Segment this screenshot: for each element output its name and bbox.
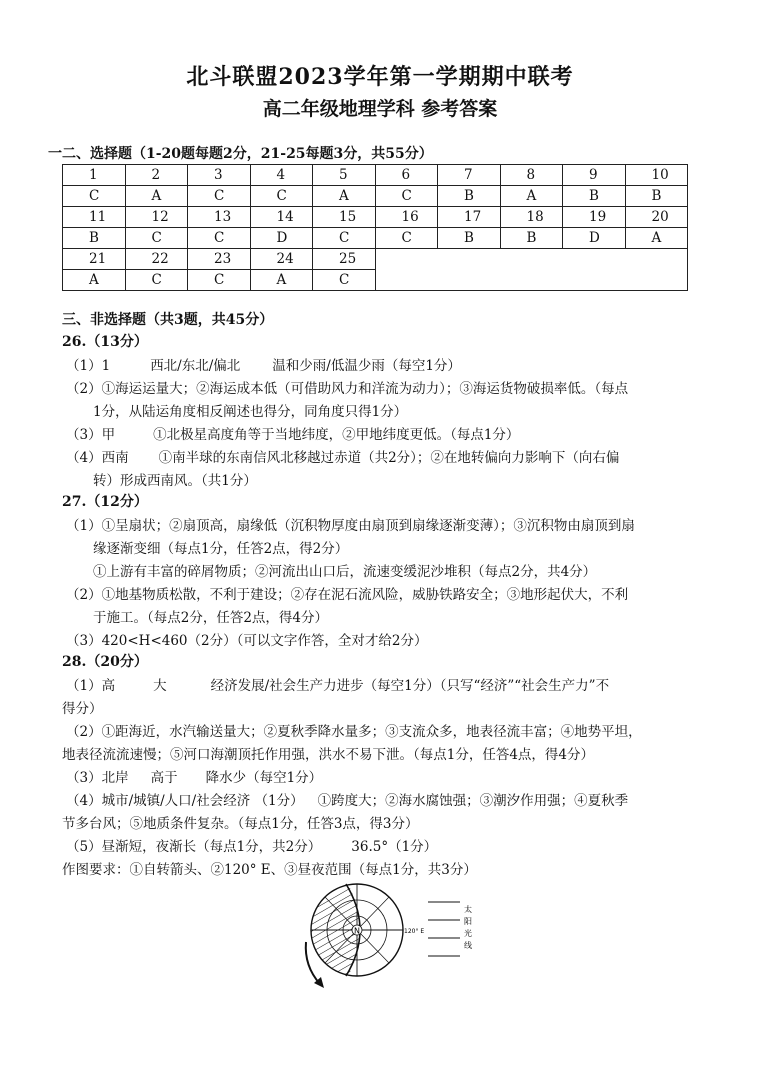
table-cell: 10	[625, 165, 688, 186]
table-cell: 9	[563, 165, 626, 186]
table-cell: C	[313, 228, 376, 249]
sun-label-char: 光	[464, 929, 472, 938]
table-cell: 7	[438, 165, 501, 186]
table-cell: 16	[375, 207, 438, 228]
q28-line2: （2）①距海近，水汽输送量大；②夏秋季降水量多；③支流众多，地表径流丰富；④地势平坦，	[66, 724, 642, 740]
table-row	[63, 165, 688, 186]
q27-line1b: 缘逐渐变细（每点1分，任答2点，得2分）	[93, 541, 349, 557]
q28-line3	[66, 766, 322, 786]
q27-line3: （3）420<H<460（2分）（可以文字作答，全对才给2分）	[66, 633, 428, 649]
q28-4-a: （4）城市/城镇/人口/社会经济 （1分）	[66, 793, 304, 809]
table-cell: B	[438, 186, 501, 207]
table-cell: D	[563, 228, 626, 249]
table-cell: C	[125, 270, 188, 291]
q26-line4	[66, 446, 619, 466]
table-cell: A	[625, 228, 688, 249]
table-cell: 21	[63, 249, 126, 270]
table-cell: 15	[313, 207, 376, 228]
table-cell: 25	[313, 249, 376, 270]
q28-1-a: （1）高	[66, 678, 116, 694]
q26-line2b: 1分，从陆运角度相反阐述也得分，同角度只得1分）	[93, 404, 408, 420]
q27-line1c: ①上游有丰富的碎屑物质；②河流出山口后，流速变缓泥沙堆积（每点2分，共4分）	[93, 564, 597, 580]
q28-line1d: 得分）	[62, 701, 103, 717]
table-cell: 4	[250, 165, 313, 186]
table-row	[63, 249, 688, 270]
table-cell: A	[63, 270, 126, 291]
q28-heading: 28.（20分）	[62, 654, 148, 670]
table-cell: C	[125, 228, 188, 249]
table-cell: A	[250, 270, 313, 291]
q28-line4c: 节多台风；⑤地质条件复杂。（每点1分，任答3点，得3分）	[62, 816, 419, 832]
q28-line2b: 地表径流流速慢；⑤河口海潮顶托作用强，洪水不易下泄。（每点1分，任答4点，得4分）	[62, 747, 595, 763]
table-cell: C	[188, 186, 251, 207]
table-cell: 23	[188, 249, 251, 270]
table-cell: 6	[375, 165, 438, 186]
table-row	[63, 228, 688, 249]
q26-3-b: ①北极星高度角等于当地纬度，②甲地纬度更低。（每点1分）	[153, 427, 520, 443]
table-empty-cell	[375, 249, 688, 291]
q26-1-c: 温和少雨/低温少雨（每空1分）	[272, 358, 461, 374]
q26-1-a: （1）1	[66, 358, 111, 374]
table-cell: 14	[250, 207, 313, 228]
table-row	[63, 186, 688, 207]
table-cell: B	[563, 186, 626, 207]
q26-3-a: （3）甲	[66, 427, 116, 443]
q28-5-a: （5）昼渐短，夜渐长（每点1分，共2分）	[66, 839, 322, 855]
table-cell: 13	[188, 207, 251, 228]
q28-line6: 作图要求：①自转箭头、②120° E、③昼夜范围（每点1分，共3分）	[62, 862, 477, 878]
q26-line1	[66, 354, 461, 374]
table-cell: C	[250, 186, 313, 207]
q27-line2: （2）①地基物质松散，不利于建设；②存在泥石流风险，威胁铁路安全；③地形起伏大，不利	[66, 587, 629, 603]
q26-4-a: （4）西南	[66, 450, 129, 466]
answer-table	[62, 164, 688, 291]
q27-line2b: 于施工。（每点2分，任答2点，得4分）	[93, 610, 329, 626]
table-cell: B	[500, 228, 563, 249]
q26-line4c: 转）形成西南风。（共1分）	[93, 473, 257, 489]
table-cell: 2	[125, 165, 188, 186]
q28-3-a: （3）北岸	[66, 770, 129, 786]
table-cell: 8	[500, 165, 563, 186]
table-cell: 5	[313, 165, 376, 186]
table-cell: C	[375, 228, 438, 249]
q26-4-b: ①南半球的东南信风北移越过赤道（共2分）；②在地转偏向力影响下（向右偏	[158, 450, 620, 466]
table-cell: A	[125, 186, 188, 207]
q26-heading: 26.（13分）	[62, 334, 148, 350]
table-row	[63, 207, 688, 228]
q28-1-b: 大	[153, 678, 167, 694]
q26-1-b: 西北/东北/偏北	[150, 358, 241, 374]
table-cell: 17	[438, 207, 501, 228]
table-cell: B	[438, 228, 501, 249]
table-cell: 20	[625, 207, 688, 228]
table-cell: 22	[125, 249, 188, 270]
page-title: 北斗联盟2023学年第一学期期中联考	[186, 64, 574, 90]
table-cell: B	[625, 186, 688, 207]
q27-line1: （1）①呈扇状；②扇顶高，扇缘低（沉积物厚度由扇顶到扇缘逐渐变薄）；③沉积物由扇顶到扇	[66, 518, 635, 534]
table-cell: 3	[188, 165, 251, 186]
table-cell: 18	[500, 207, 563, 228]
table-cell: C	[188, 270, 251, 291]
q28-4-b: ①跨度大；②海水腐蚀强；③潮汐作用强；④夏秋季	[317, 793, 629, 809]
table-cell: 1	[63, 165, 126, 186]
section1-heading: 一二、选择题（1-20题每题2分，21-25每题3分，共55分）	[48, 146, 433, 162]
table-cell: B	[63, 228, 126, 249]
table-cell: 11	[63, 207, 126, 228]
table-cell: 12	[125, 207, 188, 228]
table-cell: C	[375, 186, 438, 207]
page-subtitle: 高二年级地理学科 参考答案	[262, 98, 498, 120]
table-cell: C	[63, 186, 126, 207]
q26-line3	[66, 423, 519, 443]
q28-1-c: 经济发展/社会生产力进步（每空1分）（只写“经济”“社会生产力”不	[210, 678, 610, 694]
q28-3-b: 高于	[150, 770, 178, 786]
table-cell: A	[313, 186, 376, 207]
table-cell: 19	[563, 207, 626, 228]
sun-label-char: 线	[464, 941, 472, 950]
longitude-label: 120° E	[404, 928, 425, 935]
table-cell: A	[500, 186, 563, 207]
q28-line5	[66, 835, 437, 855]
table-cell: C	[313, 270, 376, 291]
table-cell: C	[188, 228, 251, 249]
sun-label-char: 太	[464, 905, 472, 914]
earth-day-night-figure	[280, 880, 500, 990]
q28-line1	[66, 674, 609, 694]
table-cell: D	[250, 228, 313, 249]
table-cell: 24	[250, 249, 313, 270]
q28-5-b: 36.5°（1分）	[351, 839, 438, 855]
q26-line2: （2）①海运运量大；②海运成本低（可借助风力和洋流为动力）；③海运货物破损率低。（每点	[66, 381, 629, 397]
section2-heading: 三、非选择题（共3题，共45分）	[62, 312, 274, 328]
q28-line4	[66, 789, 628, 809]
q28-3-c: 降水少（每空1分）	[205, 770, 323, 786]
north-pole-label: N	[354, 926, 360, 936]
sun-label-char: 阳	[464, 917, 472, 926]
q27-heading: 27.（12分）	[62, 494, 148, 510]
